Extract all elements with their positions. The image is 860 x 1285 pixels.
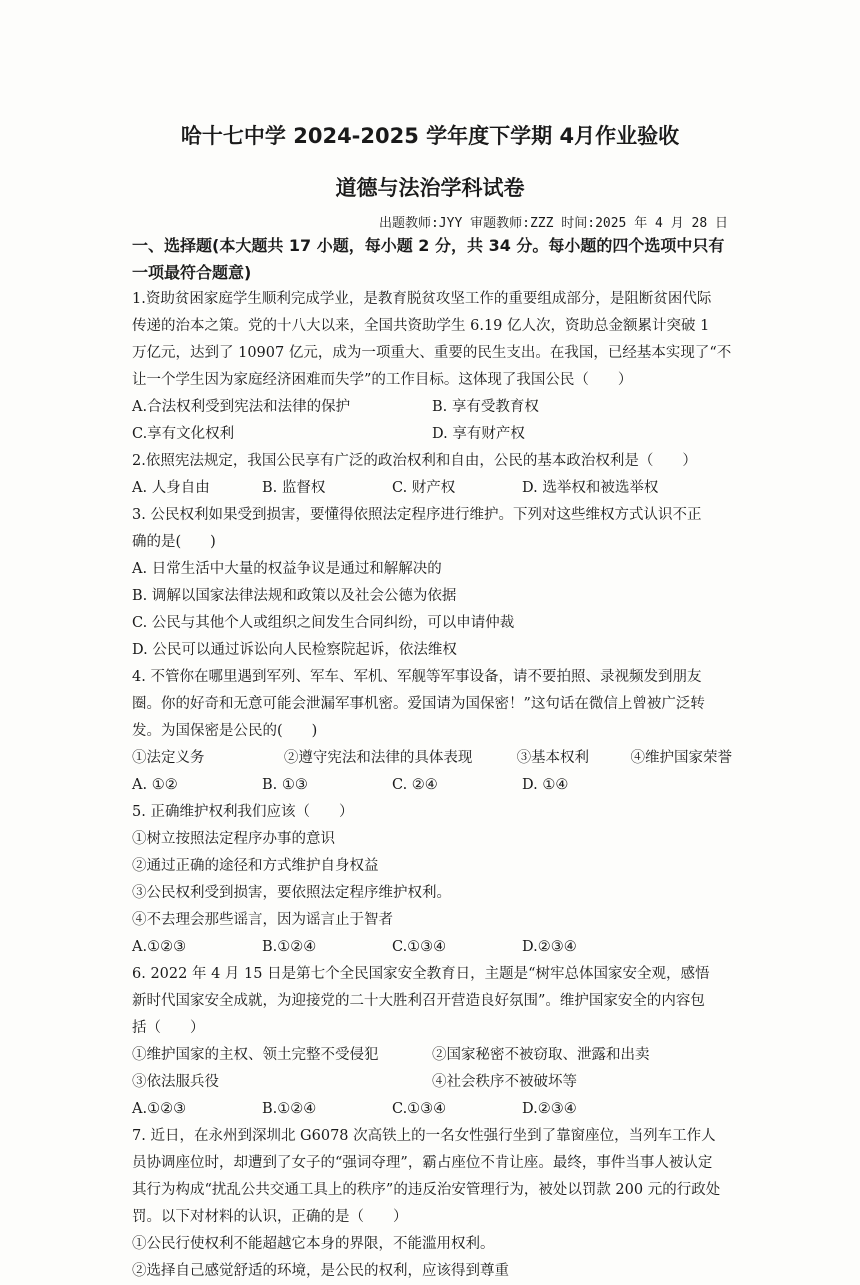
statement: ③公民权利受到损害，要依照法定程序维护权利。 <box>132 885 451 901</box>
question-3 <box>132 502 732 664</box>
option[interactable]: A. 人身自由 <box>132 480 210 496</box>
question-stem-line: 6. 2022 年 4 月 15 日是第七个全民国家安全教育日，主题是“树牢总体国家安全观，感悟 <box>132 966 710 982</box>
statement: ①维护国家的主权、领土完整不受侵犯 <box>132 1047 379 1063</box>
option[interactable]: D. ①④ <box>522 777 569 793</box>
option-row <box>132 934 732 961</box>
statement: ①公民行使权利不能超越它本身的界限，不能滥用权利。 <box>132 1236 495 1252</box>
section-heading-line: 一项最符合题意) <box>132 263 252 282</box>
statement-row <box>132 745 732 772</box>
option-row <box>132 772 732 799</box>
option[interactable]: B. 享有受教育权 <box>432 399 539 415</box>
question-stem-line: 其行为构成“扰乱公共交通工具上的秩序”的违反治安管理行为，被处以罚款 200 元的行政处 <box>132 1182 721 1198</box>
exam-title: 哈十七中学 2024-2025 学年度下学期 4月作业验收 <box>180 124 680 148</box>
question-7 <box>132 1123 732 1285</box>
statement: ①法定义务 <box>132 750 205 766</box>
option-row <box>132 475 732 502</box>
statement: ②选择自己感觉舒适的环境，是公民的权利，应该得到尊重 <box>132 1263 509 1279</box>
statement-row <box>132 1042 732 1069</box>
option[interactable]: A. 日常生活中大量的权益争议是通过和解解决的 <box>132 561 442 577</box>
option-row <box>132 394 732 421</box>
option[interactable]: C.①③④ <box>392 1101 447 1117</box>
question-stem-line: 圈。你的好奇和无意可能会泄漏军事机密。爱国请为国保密！”这句话在微信上曾被广泛转 <box>132 696 705 712</box>
exam-subtitle: 道德与法治学科试卷 <box>335 176 525 200</box>
option[interactable]: D.②③④ <box>522 939 577 955</box>
option[interactable]: A.合法权利受到宪法和法律的保护 <box>132 399 351 415</box>
option[interactable]: A. ①② <box>132 777 178 793</box>
option[interactable]: C. ②④ <box>392 777 438 793</box>
option-row <box>132 421 732 448</box>
option[interactable]: C.①③④ <box>392 939 447 955</box>
statement: ②国家秘密不被窃取、泄露和出卖 <box>432 1047 650 1063</box>
question-list <box>132 286 732 1285</box>
statement: ②通过正确的途径和方式维护自身权益 <box>132 858 379 874</box>
statement: ②遵守宪法和法律的具体表现 <box>283 750 473 766</box>
statement: ③依法服兵役 <box>132 1074 219 1090</box>
option[interactable]: B.①②④ <box>262 939 317 955</box>
question-stem-line: 罚。以下对材料的认识，正确的是（ ） <box>132 1209 408 1225</box>
question-6 <box>132 961 732 1123</box>
question-2 <box>132 448 732 502</box>
option[interactable]: B. 调解以国家法律法规和政策以及社会公德为依据 <box>132 588 457 604</box>
statement: ①树立按照法定程序办事的意识 <box>132 831 335 847</box>
option[interactable]: D.②③④ <box>522 1101 577 1117</box>
question-stem-line: 7. 近日，在永州到深圳北 G6078 次高铁上的一名女性强行坐到了靠窗座位，当列车工作人 <box>132 1128 716 1144</box>
question-stem-line: 发。为国保密是公民的( ) <box>132 723 318 739</box>
question-stem-line: 让一个学生因为家庭经济困难而失学”的工作目标。这体现了我国公民（ ） <box>132 372 633 388</box>
exam-meta: 出题教师:JYY 审题教师:ZZZ 时间:2025 年 4 月 28 日 <box>378 216 728 231</box>
statement: ④不去理会那些谣言，因为谣言止于智者 <box>132 912 393 928</box>
option[interactable]: A.①②③ <box>132 1101 187 1117</box>
option[interactable]: A.①②③ <box>132 939 187 955</box>
question-stem-line: 传递的治本之策。党的十八大以来，全国共资助学生 6.19 亿人次，资助总金额累计突破 1 <box>132 318 710 334</box>
question-stem-line: 5. 正确维护权利我们应该（ ） <box>132 804 354 820</box>
option[interactable]: C. 公民与其他个人或组织之间发生合同纠纷，可以申请仲裁 <box>132 615 515 631</box>
option[interactable]: B.①②④ <box>262 1101 317 1117</box>
question-1 <box>132 286 732 448</box>
question-stem-line: 新时代国家安全成就，为迎接党的二十大胜利召开营造良好氛围”。维护国家安全的内容包 <box>132 993 705 1009</box>
question-stem-line: 确的是( ) <box>132 534 216 550</box>
question-stem-line: 3. 公民权利如果受到损害，要懂得依照法定程序进行维护。下列对这些维权方式认识不正 <box>132 507 702 523</box>
statement: ④社会秩序不被破坏等 <box>432 1074 577 1090</box>
option[interactable]: D. 选举权和被选举权 <box>522 480 659 496</box>
question-stem-line: 括（ ） <box>132 1020 205 1036</box>
option[interactable]: B. 监督权 <box>262 480 326 496</box>
statement: ④维护国家荣誉 <box>630 750 732 766</box>
question-4 <box>132 664 732 799</box>
statement: ③基本权利 <box>516 750 590 766</box>
question-5 <box>132 799 732 961</box>
section-heading-line: 一、选择题(本大题共 17 小题，每小题 2 分，共 34 分。每小题的四个选项中只有 <box>132 236 725 255</box>
option[interactable]: D. 公民可以通过诉讼向人民检察院起诉，依法维权 <box>132 642 457 658</box>
option[interactable]: C. 财产权 <box>392 480 456 496</box>
option[interactable]: C.享有文化权利 <box>132 426 235 442</box>
section-heading <box>132 232 732 286</box>
question-stem-line: 2.依照宪法规定，我国公民享有广泛的政治权利和自由，公民的基本政治权利是（ ） <box>132 453 697 469</box>
statement-row <box>132 1069 732 1096</box>
question-stem-line: 4. 不管你在哪里遇到军列、军车、军机、军舰等军事设备，请不要拍照、录视频发到朋友 <box>132 669 702 685</box>
option[interactable]: B. ①③ <box>262 777 308 793</box>
question-stem-line: 员协调座位时，却遭到了女子的“强词夺理”，霸占座位不肯让座。最终，事件当事人被认定 <box>132 1155 713 1171</box>
option-row <box>132 1096 732 1123</box>
question-stem-line: 1.资助贫困家庭学生顺利完成学业，是教育脱贫攻坚工作的重要组成部分，是阻断贫困代际 <box>132 291 712 307</box>
option[interactable]: D. 享有财产权 <box>432 426 525 442</box>
question-stem-line: 万亿元，达到了 10907 亿元，成为一项重大、重要的民生支出。在我国，已经基本实现了“不 <box>132 345 732 361</box>
